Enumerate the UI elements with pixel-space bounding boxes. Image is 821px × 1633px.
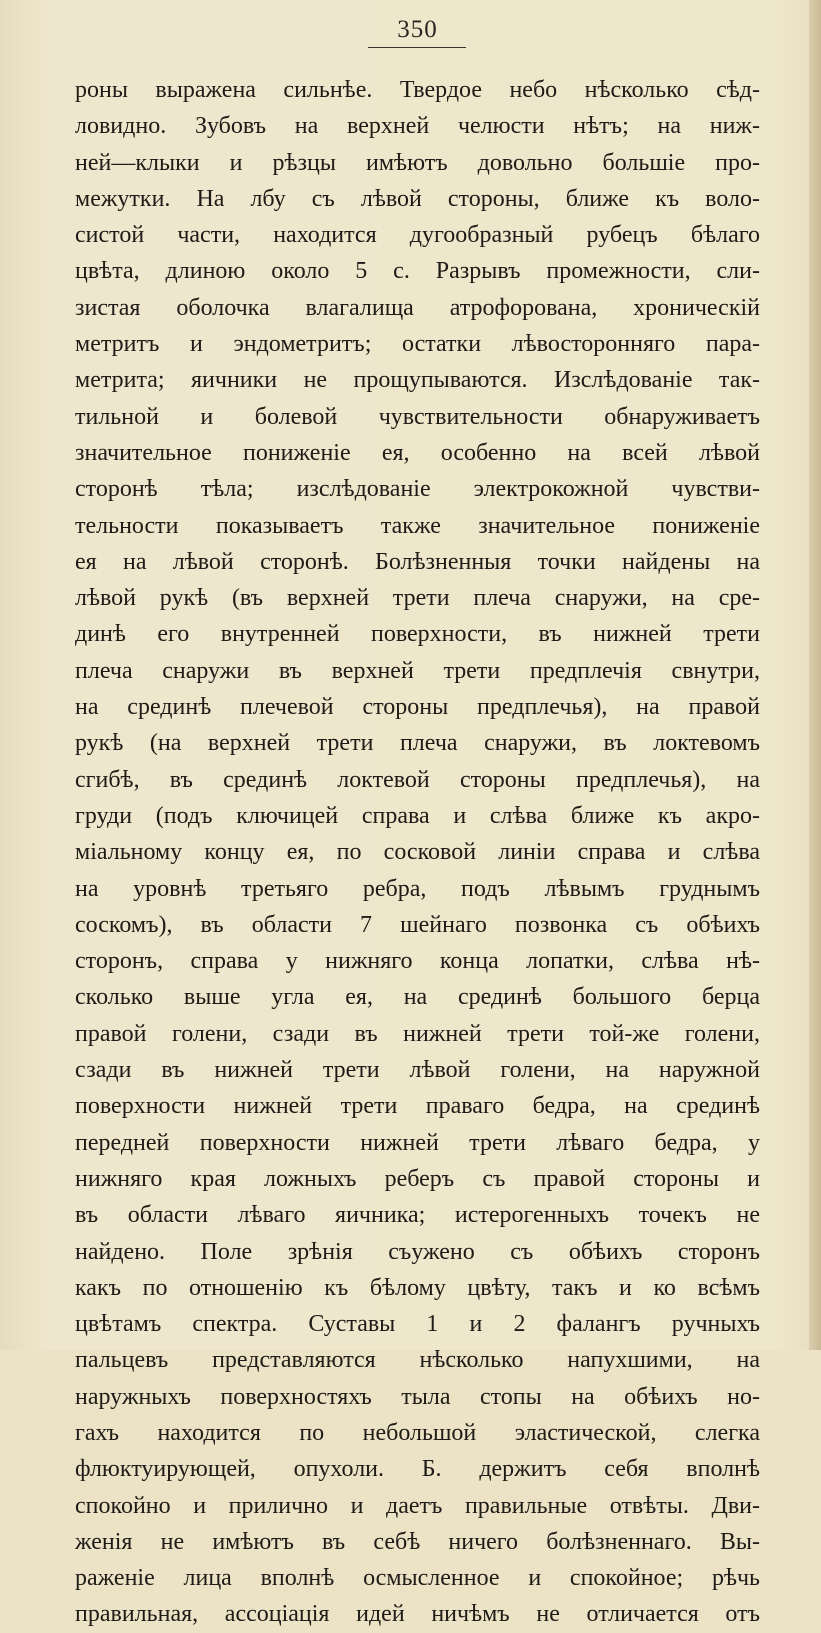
page-number-rule (368, 47, 466, 48)
text-line: зистая оболочка влагалища атрофорована, хроническій (75, 294, 760, 321)
text-line: сторонѣ тѣла; изслѣдованіе электрокожной чувстви- (75, 476, 760, 503)
text-line: найдено. Поле зрѣнія съужено съ обѣихъ сторонъ (75, 1238, 760, 1265)
text-line: гахъ находится по небольшой эластической, слегка (75, 1419, 760, 1446)
text-line: метрита; яичники не прощупываются. Изслѣдованіе так- (75, 367, 760, 394)
text-line: на срединѣ плечевой стороны предплечья), на правой (75, 694, 760, 721)
text-line: роны выражена сильнѣе. Твердое небо нѣсколько сѣд- (75, 77, 760, 103)
text-line: сторонъ, справа у нижняго конца лопатки, слѣва нѣ- (75, 948, 760, 975)
text-line: соскомъ), въ области 7 шейнаго позвонка съ обѣихъ (75, 911, 760, 938)
text-line: міальному концу ея, по сосковой линіи справа и слѣва (75, 839, 760, 866)
text-line: правой голени, сзади въ нижней трети той-же голени, (75, 1020, 760, 1047)
text-line: тельности показываетъ также значительное пониженіе (75, 512, 760, 539)
text-line: наружныхъ поверхностяхъ тыла стопы на обѣихъ но- (75, 1383, 760, 1410)
text-line: значительное пониженіе ея, особенно на всей лѣвой (75, 439, 760, 466)
text-line: межутки. На лбу съ лѣвой стороны, ближе къ воло- (75, 185, 760, 212)
text-line: рукѣ (на верхней трети плеча снаружи, въ локтевомъ (75, 730, 760, 757)
text-line: тильной и болевой чувствительности обнаруживаетъ (75, 403, 760, 430)
page-edge (809, 0, 821, 1350)
text-line: нижняго края ложныхъ реберъ съ правой стороны и (75, 1165, 760, 1192)
text-line: лѣвой рукѣ (въ верхней трети плеча снаружи, на сре- (75, 585, 760, 612)
text-line: женія не имѣютъ въ себѣ ничего болѣзненнаго. Вы- (75, 1528, 760, 1555)
text-line: плеча снаружи въ верхней трети предплечія свнутри, (75, 657, 760, 684)
text-line: правильная, ассоціація идей ничѣмъ не отличается отъ (75, 1601, 760, 1628)
text-line: цвѣтамъ спектра. Суставы 1 и 2 фалангъ ручныхъ (75, 1311, 760, 1338)
text-line: сзади въ нижней трети лѣвой голени, на наружной (75, 1057, 760, 1084)
text-line: груди (подъ ключицей справа и слѣва ближе къ акро- (75, 802, 760, 829)
text-line: сгибѣ, въ срединѣ локтевой стороны предплечья), на (75, 766, 760, 793)
text-line: въ области лѣваго яичника; истерогенныхъ точекъ не (75, 1202, 760, 1229)
body-text (75, 72, 760, 1633)
text-line: ловидно. Зубовъ на верхней челюсти нѣтъ; на ниж- (75, 113, 760, 140)
text-line: динѣ его внутренней поверхности, въ нижней трети (75, 621, 760, 648)
text-line: какъ по отношенію къ бѣлому цвѣту, такъ и ко всѣмъ (75, 1274, 760, 1301)
text-line: ея на лѣвой сторонѣ. Болѣзненныя точки найдены на (75, 548, 760, 575)
text-line: цвѣта, длиною около 5 с. Разрывъ промежности, сли- (75, 258, 760, 285)
text-line: флюктуирующей, опухоли. Б. держитъ себя вполнѣ (75, 1456, 760, 1483)
text-line: поверхности нижней трети праваго бедра, на срединѣ (75, 1093, 760, 1120)
text-line: систой части, находится дугообразный рубецъ бѣлаго (75, 222, 760, 249)
text-line: метритъ и эндометритъ; остатки лѣвосторонняго пара- (75, 331, 760, 358)
text-line: пальцевъ представляются нѣсколько напухшими, на (75, 1347, 760, 1374)
text-line: передней поверхности нижней трети лѣваго бедра, у (75, 1129, 760, 1156)
page-number: 350 (397, 16, 438, 43)
text-line: сколько выше угла ея, на срединѣ большого берца (75, 984, 760, 1011)
text-line: спокойно и прилично и даетъ правильные отвѣты. Дви- (75, 1492, 760, 1519)
text-line: на уровнѣ третьяго ребра, подъ лѣвымъ груднымъ (75, 875, 760, 902)
text-line: ней—клыки и рѣзцы имѣютъ довольно большіе про- (75, 149, 760, 176)
text-line: раженіе лица вполнѣ осмысленное и спокойное; рѣчь (75, 1565, 760, 1592)
